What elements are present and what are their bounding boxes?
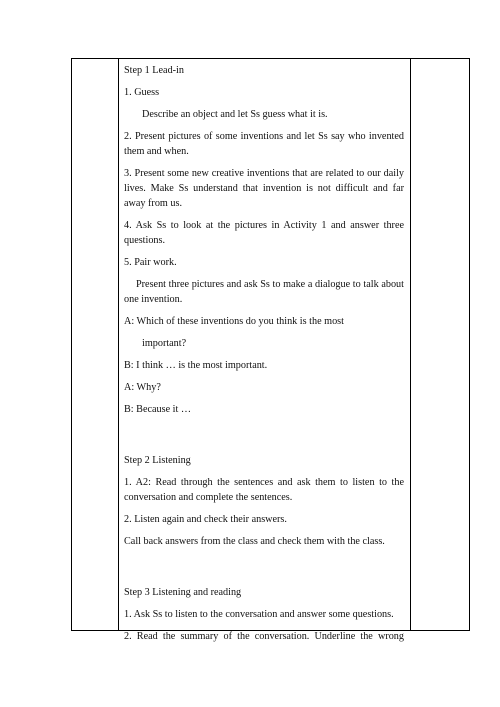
list-item-detail: Present three pictures and ask Ss to make a dialogue to talk about one invention. <box>124 279 404 305</box>
list-item: 1. Ask Ss to listen to the conversation and answer some questions. <box>124 609 394 620</box>
list-item: 5. Pair work. <box>124 257 177 268</box>
list-item: 4. Ask Ss to look at the pictures in Activity 1 and answer three questions. <box>124 220 404 246</box>
list-item-detail: Call back answers from the class and check them with the class. <box>124 536 385 547</box>
list-item: 3. Present some new creative inventions that are related to our daily lives. Make Ss understand that invention is not difficult and far away from us. <box>124 168 404 209</box>
list-item: 2. Listen again and check their answers. <box>124 514 287 525</box>
column-divider-right <box>410 59 411 630</box>
dialogue-line: B: I think … is the most important. <box>124 360 268 371</box>
list-item: 1. A2: Read through the sentences and ask them to listen to the conversation and complete the sentences. <box>124 477 404 503</box>
list-item-detail: Describe an object and let Ss guess what it is. <box>142 109 328 120</box>
dialogue-line: B: Because it … <box>124 404 192 415</box>
lesson-plan-table <box>71 58 470 642</box>
dialogue-line: A: Which of these inventions do you think is the most <box>124 316 344 327</box>
list-item: 2. Read the summary of the conversation. Underline the wrong <box>124 631 404 642</box>
list-item: 2. Present pictures of some inventions and let Ss say who invented them and when. <box>124 131 404 157</box>
step-heading: Step 3 Listening and reading <box>124 587 242 598</box>
step-heading: Step 2 Listening <box>124 455 191 466</box>
dialogue-line: important? <box>142 338 187 349</box>
dialogue-line: A: Why? <box>124 382 161 393</box>
procedure-cell <box>124 63 404 644</box>
list-item: 1. Guess <box>124 87 160 98</box>
step-heading: Step 1 Lead-in <box>124 65 184 76</box>
column-divider-left <box>118 59 119 630</box>
